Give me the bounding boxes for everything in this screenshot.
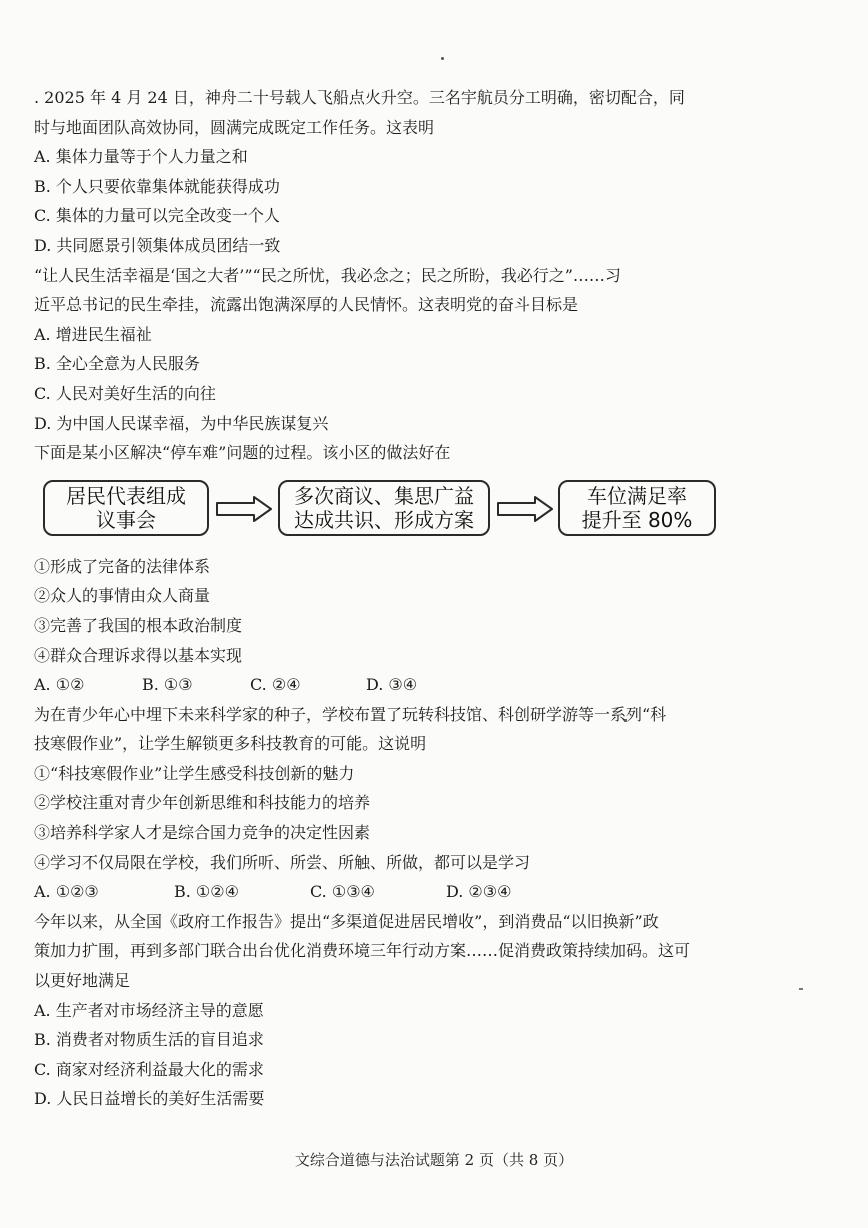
choice-a: A. ①②③ (34, 882, 99, 902)
answer-choices (34, 877, 834, 907)
question-stem-line: . 2025 年 4 月 24 日，神舟二十号载人飞船点火升空。三名宇航员分工明确，密切配合，同 (34, 88, 685, 107)
question-stem-line: 以更好地满足 (34, 971, 131, 991)
scan-dot (441, 57, 444, 60)
option-d: D. 共同愿景引领集体成员团结一致 (34, 235, 281, 255)
flow-step-2: 多次商议、集思广益 达成共识、形成方案 (278, 480, 490, 536)
question-stem-line: 近平总书记的民生牵挂，流露出饱满深厚的人民情怀。这表明党的奋斗目标是 (34, 295, 579, 315)
question-stem-line: 技寒假作业”，让学生解锁更多科技教育的可能。这说明 (34, 734, 427, 754)
option-b: B. 消费者对物质生活的盲目追求 (34, 1030, 264, 1050)
choice-b: B. ①②④ (174, 882, 239, 902)
option-c: C. 人民对美好生活的向往 (34, 383, 216, 403)
process-flow-diagram (34, 468, 834, 552)
question-stem-line: 时与地面团队高效协同，圆满完成既定工作任务。这表明 (34, 117, 435, 137)
flow-step-3: 车位满足率 提升至 80% (558, 480, 716, 536)
question-stem-line: 今年以来，从全国《政府工作报告》提出“多渠道促进居民增收”，到消费品“以旧换新”政 (34, 911, 659, 931)
question-stem-line: 策加力扩围，再到多部门联合出台优化消费环境三年行动方案……促消费政策持续加码。这可 (34, 941, 691, 961)
option-b: B. 全心全意为人民服务 (34, 354, 200, 374)
choice-c: C. ②④ (250, 675, 301, 695)
statement-3: ③完善了我国的根本政治制度 (34, 615, 243, 635)
option-a: A. 生产者对市场经济主导的意愿 (34, 1000, 264, 1020)
answer-choices (34, 670, 834, 700)
statement-1: ①形成了完备的法律体系 (34, 556, 211, 576)
question-stem-line: 下面是某小区解决“停车难”问题的过程。该小区的做法好在 (34, 443, 451, 463)
option-a: A. 增进民生福祉 (34, 324, 152, 344)
page-footer: 文综合道德与法治试题第 2 页（共 8 页） (294, 1151, 574, 1169)
option-d: D. 为中国人民谋幸福，为中华民族谋复兴 (34, 413, 329, 433)
statement-4: ④群众合理诉求得以基本实现 (34, 645, 243, 665)
option-b: B. 个人只要依靠集体就能获得成功 (34, 176, 280, 196)
arrow-right-icon (497, 496, 553, 522)
option-c: C. 商家对经济利益最大化的需求 (34, 1059, 264, 1079)
option-c: C. 集体的力量可以完全改变一个人 (34, 206, 280, 226)
choice-d: D. ③④ (366, 675, 418, 695)
question-3 (34, 438, 834, 700)
question-5 (34, 907, 834, 1114)
statement-4: ④学习不仅局限在学校，我们所听、所尝、所触、所做，都可以是学习 (34, 852, 531, 872)
statement-3: ③培养科学家人才是综合国力竞争的决定性因素 (34, 823, 371, 843)
statement-1: ①“科技寒假作业”让学生感受科技创新的魅力 (34, 763, 355, 783)
option-d: D. 人民日益增长的美好生活需要 (34, 1089, 265, 1109)
choice-d: D. ②③④ (446, 882, 512, 902)
question-stem-line: “让人民生活幸福是‘国之大者’”“民之所忧，我必念之；民之所盼，我必行之”……习 (34, 265, 621, 285)
choice-a: A. ①② (34, 675, 85, 695)
question-list (34, 83, 834, 1114)
option-a: A. 集体力量等于个人力量之和 (34, 147, 248, 167)
statement-2: ②众人的事情由众人商量 (34, 586, 211, 606)
question-4 (34, 700, 834, 907)
statement-2: ②学校注重对青少年创新思维和科技能力的培养 (34, 793, 371, 813)
choice-c: C. ①③④ (310, 882, 375, 902)
arrow-right-icon (216, 496, 272, 522)
flow-step-1: 居民代表组成 议事会 (43, 480, 209, 536)
question-stem-line: 为在青少年心中埋下未来科学家的种子，学校布置了玩转科技馆、科创研学游等一系列“科 (34, 704, 667, 724)
question-1 (34, 83, 834, 261)
question-2 (34, 261, 834, 439)
choice-b: B. ①③ (142, 675, 193, 695)
